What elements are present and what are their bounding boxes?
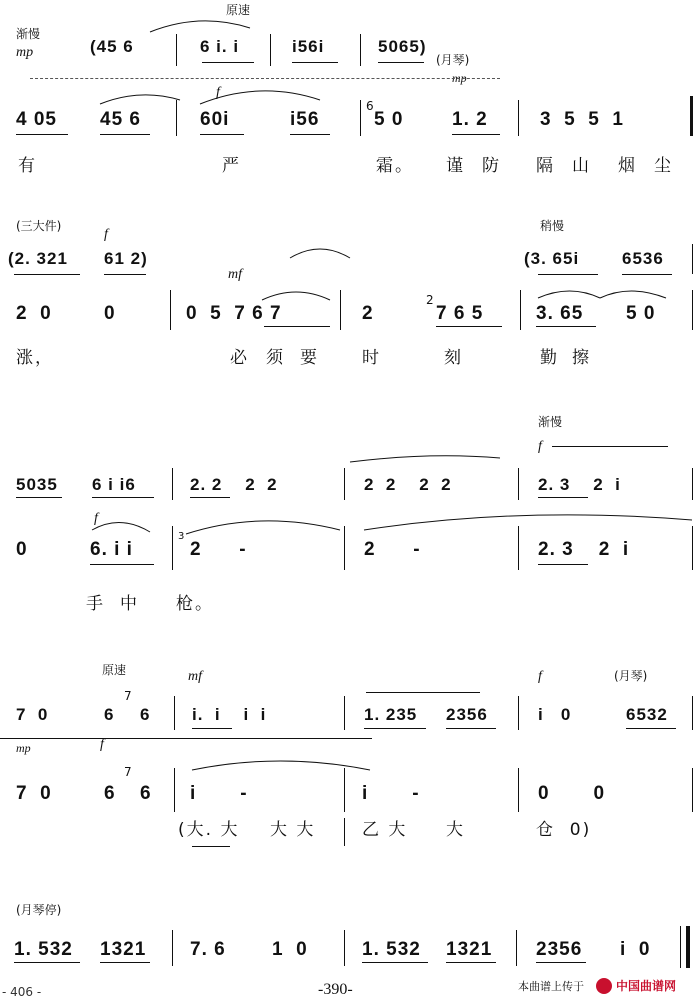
dynamic-mp: mp	[16, 45, 34, 60]
grace-note: 7	[124, 765, 132, 779]
voice-measure-1b: 45 6	[100, 109, 141, 130]
lyric-syllable: 涨，	[16, 348, 54, 368]
lyric-syllable: 有	[18, 156, 37, 176]
measure-4a: 2356	[536, 939, 583, 960]
instrument-measure-1a: 5035	[16, 475, 58, 494]
watermark-prefix: 本曲谱上传于	[518, 980, 584, 993]
tempo-mark-jianman: 渐慢	[538, 415, 563, 429]
dynamic-f: f	[538, 669, 542, 684]
lyric-syllable: 尘	[654, 156, 673, 176]
instrument-measure-2: i. i i i	[192, 705, 267, 724]
voice-measure-1b: 6	[104, 783, 116, 804]
instrument-label-sandajian: (三大件)	[16, 219, 62, 233]
instrument-measure-4a: (3. 65i	[524, 249, 580, 268]
lyric-syllable: 手	[86, 594, 105, 614]
dynamic-f: f	[216, 85, 220, 100]
voice-measure-4b: 5 0	[626, 303, 656, 324]
dynamic-mp: mp	[16, 741, 31, 755]
measure-1a: 1. 532	[14, 939, 73, 960]
dynamic-f: f	[94, 511, 98, 526]
instrument-measure-4: 2. 3 2 i	[538, 475, 621, 494]
measure-2a: 7. 6	[190, 939, 226, 960]
grace-note: 6	[366, 99, 374, 113]
instrument-measure-4a: i 0	[538, 705, 572, 724]
voice-measure-2: i -	[190, 783, 248, 804]
tempo-mark-jianman: 渐慢	[16, 27, 41, 41]
instrument-measure-3a: 1. 235	[364, 705, 418, 724]
voice-measure-1a: 4 05	[16, 109, 57, 130]
voice-measure-1: 2 0	[16, 303, 52, 324]
measure-1b: 1321	[100, 939, 147, 960]
lyric-syllable: 防	[482, 156, 501, 176]
dynamic-f: f	[100, 737, 104, 752]
lyric-syllable: 要	[300, 348, 319, 368]
instrument-measure-1b: 6	[104, 705, 115, 724]
voice-measure-1b: 6. i i	[90, 539, 133, 560]
tempo-mark-yuansu: 原速	[226, 3, 251, 17]
percussion-measure-3a: 乙 大	[362, 820, 408, 840]
lyric-syllable: 烟	[618, 156, 637, 176]
page-number: -390-	[318, 981, 353, 998]
lyric-syllable: 山	[572, 156, 591, 176]
instrument-measure-4b: 6532	[626, 705, 668, 724]
percussion-measure-2a: (大. 大	[178, 820, 240, 840]
grace-note: 3	[178, 531, 185, 542]
dynamic-mf: mf	[188, 669, 202, 684]
voice-measure-4a: 3. 65	[536, 303, 584, 324]
voice-measure-3b: 7 6 5	[436, 303, 484, 324]
instrument-measure-3: i56i	[292, 37, 325, 56]
voice-measure-3b: 1. 2	[452, 109, 488, 130]
lyric-syllable: 严	[222, 156, 241, 176]
tempo-mark-yuansu: 原速	[102, 663, 127, 677]
voice-measure-2b: i56	[290, 109, 320, 130]
percussion-measure-3c: 仓 0)	[536, 820, 592, 840]
voice-measure-1b: 0	[104, 303, 116, 324]
percussion-measure-2b: 大 大	[270, 820, 316, 840]
instrument-measure-4: 5065)	[378, 37, 427, 56]
lyric-syllable: 枪。	[176, 594, 214, 614]
dynamic-f: f	[104, 227, 108, 242]
instrument-measure-4b: 6536	[622, 249, 664, 268]
watermark-site: 中国曲谱网	[616, 979, 677, 993]
voice-measure-1a: 0	[16, 539, 28, 560]
lyric-syllable: 谨	[446, 156, 465, 176]
instrument-label-yueqin-stop: (月琴停)	[16, 903, 62, 917]
measure-3b: 1321	[446, 939, 493, 960]
dynamic-f: f	[538, 439, 542, 454]
measure-3a: 1. 532	[362, 939, 421, 960]
instrument-measure-1b: 61 2)	[104, 249, 148, 268]
footer-left-page: - 406 -	[2, 985, 42, 999]
lyric-syllable: 隔	[536, 156, 555, 176]
grace-note: 7	[124, 689, 132, 703]
voice-measure-3: 5 0	[374, 109, 404, 130]
lyric-syllable: 中	[120, 594, 139, 614]
instrument-measure-2: 6 i. i	[200, 37, 240, 56]
lyric-syllable: 必	[230, 348, 249, 368]
lyric-syllable: 勤	[540, 348, 559, 368]
instrument-label-yueqin: (月琴)	[614, 669, 648, 683]
instrument-measure-1a: (2. 321	[8, 249, 68, 268]
measure-4b: i 0	[620, 939, 651, 960]
voice-measure-4: 2. 3 2 i	[538, 539, 630, 560]
measure-2b: 1 0	[272, 939, 308, 960]
instrument-measure-1: (45 6	[90, 37, 134, 56]
voice-measure-2: 2 -	[190, 539, 247, 560]
voice-measure-4: 0 0	[538, 783, 606, 804]
lyric-syllable: 须	[266, 348, 285, 368]
instrument-measure-3b: 2356	[446, 705, 488, 724]
voice-measure-3: 2 -	[364, 539, 421, 560]
instrument-measure-1a: 7 0	[16, 705, 49, 724]
tempo-mark-shaoman: 稍慢	[540, 219, 565, 233]
lyric-syllable: 刻	[444, 348, 463, 368]
percussion-measure-3b: 大	[446, 820, 465, 840]
lyric-syllable: 擦	[572, 348, 591, 368]
grace-note: 2	[426, 293, 434, 307]
dynamic-mf: mf	[228, 267, 242, 282]
dynamic-mp: mp	[452, 71, 467, 85]
instrument-measure-3: 2 2 2 2	[364, 475, 452, 494]
instrument-label-yueqin: (月琴)	[436, 53, 470, 67]
voice-measure-3a: 2	[362, 303, 374, 324]
lyric-syllable: 时	[362, 348, 381, 368]
voice-measure-2a: 60i	[200, 109, 230, 130]
instrument-measure-2: 2. 2 2 2	[190, 475, 278, 494]
voice-measure-2: 0 5 7 6 7	[186, 303, 282, 324]
voice-measure-4: 3 5 5 1	[540, 109, 624, 130]
instrument-measure-1c: 6	[140, 705, 151, 724]
voice-measure-1a: 7 0	[16, 783, 52, 804]
voice-measure-3: i -	[362, 783, 420, 804]
lyric-syllable: 霜。	[376, 156, 414, 176]
instrument-measure-1b: 6 i i6	[92, 475, 136, 494]
voice-measure-1c: 6	[140, 783, 152, 804]
